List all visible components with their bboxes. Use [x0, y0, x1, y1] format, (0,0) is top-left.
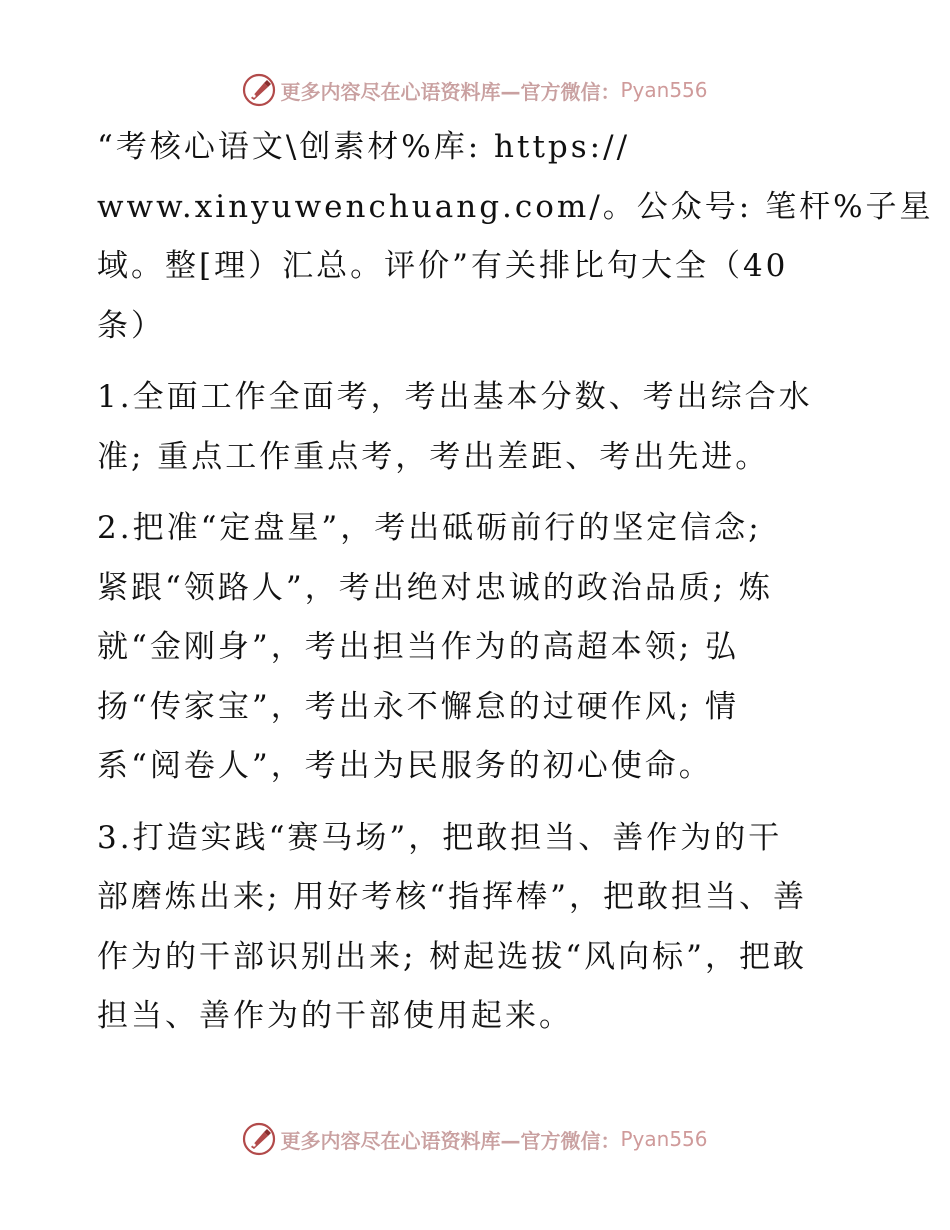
item-line: 系“阅卷人”，考出为民服务的初心使命。: [97, 748, 713, 784]
item-line: 作为的干部识别出来; 树起选拔“风向标”，把敢: [97, 938, 807, 975]
list-item-1: [97, 368, 857, 487]
pen-nib-logo-icon: [242, 73, 276, 107]
footer-watermark: [0, 1119, 950, 1159]
header-watermark: [0, 70, 950, 110]
watermark-wechat-id: Pyan556: [620, 78, 708, 102]
list-item-2: [97, 499, 857, 797]
item-line: 就“金刚身”，考出担当作为的高超本领; 弘: [97, 629, 739, 665]
item-line: 担当、善作为的干部使用起来。: [97, 998, 573, 1034]
item-line: 准; 重点工作重点考，考出差距、考出先进。: [97, 438, 770, 475]
item-line: 紧跟“领路人”，考出绝对忠诚的政治品质; 炼: [97, 569, 773, 606]
list-item-3: [97, 809, 857, 1047]
title-line: “考核心语文\创素材%库: https://: [97, 129, 631, 165]
title-line: 条）: [97, 307, 165, 344]
item-line: 1.全面工作全面考，考出基本分数、考出综合水: [97, 379, 813, 415]
document-title: [97, 118, 934, 356]
watermark-text: 更多内容尽在心语资料库—官方微信：: [280, 79, 621, 104]
watermark-wechat-id: Pyan556: [620, 1127, 708, 1151]
document-body: [97, 118, 934, 1059]
pen-nib-logo-icon: [242, 1122, 276, 1156]
title-line: 域。整[理）汇总。评价”有关排比句大全（40: [97, 248, 789, 284]
item-line: 部磨炼出来; 用好考核“指挥棒”，把敢担当、善: [97, 879, 807, 915]
item-line: 扬“传家宝”，考出永不懈怠的过硬作风; 情: [97, 688, 739, 725]
watermark-text: 更多内容尽在心语资料库—官方微信：: [280, 1128, 621, 1153]
item-line: 3.打造实践“赛马场”，把敢担当、善作为的干: [97, 819, 783, 856]
item-line: 2.把准“定盘星”，考出砥砺前行的坚定信念;: [97, 510, 762, 546]
title-line: www.xinyuwenchuang.com/。公众号: 笔杆%子星: [97, 188, 934, 225]
